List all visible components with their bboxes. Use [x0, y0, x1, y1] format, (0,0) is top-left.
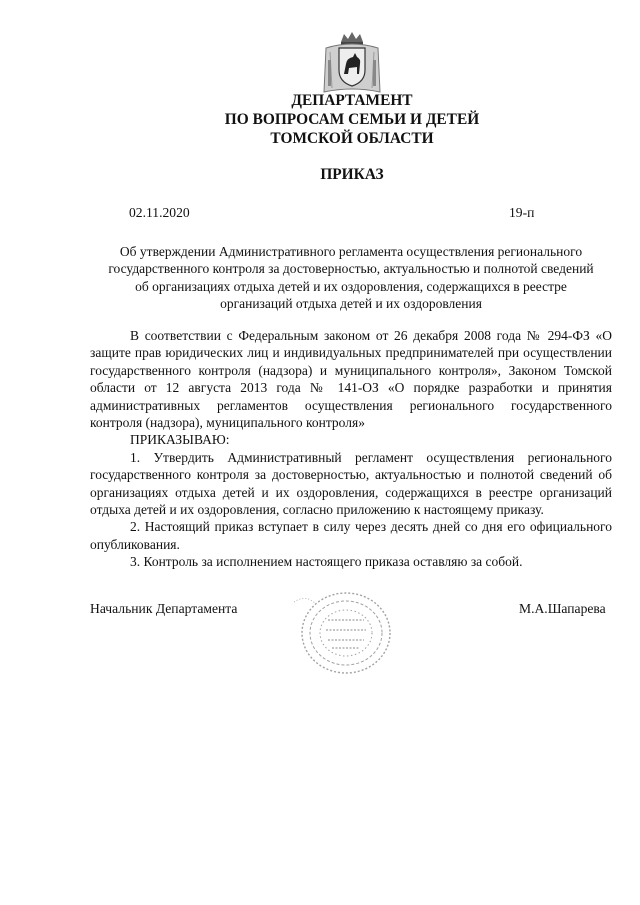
order-item: 2. Настоящий приказ вступает в силу через десять дней со дня его официального опубликования. [90, 519, 612, 552]
subject-line: государственного контроля за достоверностью, актуальностью и полнотой сведений [108, 261, 594, 277]
document-type: ПРИКАЗ [320, 166, 384, 183]
subject-line: Об утверждении Административного регламента осуществления регионального [119, 244, 583, 259]
department-line: ПО ВОПРОСАМ СЕМЬИ И ДЕТЕЙ [224, 111, 480, 128]
order-subject [90, 243, 612, 312]
subject-line: об организациях отдыха детей и их оздоровления, содержащихся в реестре [135, 278, 567, 294]
order-body [90, 327, 612, 571]
order-number: 19-п [509, 205, 535, 220]
subject-line: организаций отдыха детей и их оздоровления [220, 295, 482, 311]
coat-of-arms-icon [322, 30, 382, 96]
order-item: 3. Контроль за исполнением настоящего приказа оставляю за собой. [130, 554, 523, 570]
preamble-paragraph: В соответствии с Федеральным законом от 26 декабря 2008 года № 294-ФЗ «О защите прав юридических лиц и индивидуальных предпринимателей при осуществлении государственного контроля (надзора) и муниципального контроля», Законом Томской области от 12 августа 2013 года № 141-ОЗ «О порядке разработки и принятия административных регламентов осуществления регионального государственного контроля (надзора), муниципального контроля» [90, 328, 612, 431]
department-name [0, 91, 640, 148]
order-date: 02.11.2020 [129, 205, 190, 220]
official-seal-stamp-icon [286, 584, 406, 682]
department-line: ДЕПАРТАМЕНТ [291, 92, 413, 109]
command-word: ПРИКАЗЫВАЮ: [130, 432, 230, 448]
order-item: 1. Утвердить Административный регламент осуществления регионального государственного контроля за достоверностью, актуальностью и полнотой сведений об организациях отдыха детей и их оздоровления, содержащихся в реестре организаций отдыха детей и их оздоровления, согласно приложению к настоящему приказу. [90, 449, 612, 518]
signatory-name: М.А.Шапарева [519, 601, 606, 616]
signatory-role: Начальник Департамента [90, 601, 238, 616]
department-line: ТОМСКОЙ ОБЛАСТИ [270, 130, 434, 147]
